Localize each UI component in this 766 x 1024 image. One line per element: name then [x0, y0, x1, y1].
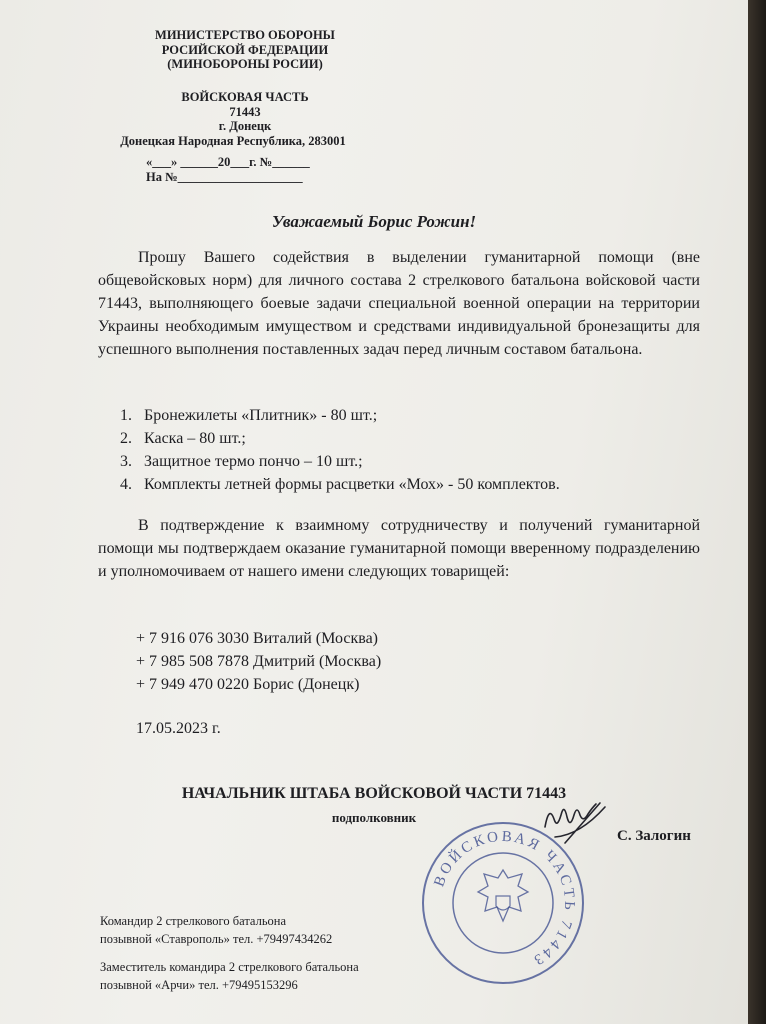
signatory-rank: подполковник — [331, 810, 417, 825]
stamp-text: ВОЙСКОВАЯ ЧАСТЬ 71443 — [431, 828, 578, 970]
confirmation-paragraph: В подтверждение к взаимному сотрудничеству и получений гуманитарной помощи мы подтверждаем оказание гуманитарной помощи вверенному подразделению и уполномочиваем от нашего имени следующих товарищей: — [98, 517, 700, 580]
item-number: 3. — [120, 453, 132, 470]
contact-line: + 7 985 508 7878 Дмитрий (Москва) — [136, 653, 382, 670]
commander-callsign: позывной «Ставрополь» тел. +79497434262 — [100, 932, 333, 946]
signatory-position: НАЧАЛЬНИК ШТАБА ВОЙСКОВОЙ ЧАСТИ 71443 — [181, 785, 567, 802]
stamp-inner-ring — [453, 853, 553, 953]
item-text: Комплекты летней формы расцветки «Мох» - 50 комплектов. — [144, 476, 560, 493]
greeting: Уважаемый Борис Рожин! — [271, 212, 477, 231]
contact-line: + 7 949 470 0220 Борис (Донецк) — [136, 676, 360, 693]
item-text: Каска – 80 шт.; — [144, 430, 246, 447]
registration-lines — [146, 155, 310, 184]
request-paragraph: Прошу Вашего содействия в выделении гуманитарной помощи (вне общевойсковых норм) для личного состава 2 стрелкового батальона войсковой части 71443, выполняющего боевые задачи специальной военной операции на территории Украины необходимым имуществом и средствами индивидуальной бронезащиты для успешного выполнения поставленных задач перед личным составом батальона. — [98, 249, 700, 358]
ministry-line-2: РОСИЙСКОЙ ФЕДЕРАЦИИ — [161, 42, 329, 57]
signatory-name: С. Залогин — [617, 828, 691, 844]
list-item — [120, 404, 560, 427]
ministry-line-3: (МИНОБОРОНЫ РОСИИ) — [167, 57, 323, 71]
deputy-title: Заместитель командира 2 стрелкового батальона — [100, 960, 359, 974]
commander-contact — [100, 912, 332, 948]
document-date: 17.05.2023 г. — [136, 720, 221, 737]
item-number: 2. — [120, 430, 132, 447]
list-item — [120, 450, 560, 473]
contacts-list — [136, 627, 381, 696]
commander-title: Командир 2 стрелкового батальона — [100, 914, 287, 928]
item-number: 4. — [120, 476, 132, 493]
ministry-line-1: МИНИСТЕРСТВО ОБОРОНЫ — [155, 28, 335, 42]
list-item — [120, 473, 560, 496]
reference-line: На №____________________ — [146, 169, 303, 184]
ministry-header — [100, 28, 390, 72]
unit-title: ВОЙСКОВАЯ ЧАСТЬ — [181, 90, 309, 104]
item-text: Бронежилеты «Плитник» - 80 шт.; — [144, 407, 378, 424]
shield-icon — [496, 896, 510, 910]
background-edge — [748, 0, 766, 1024]
unit-address: Донецкая Народная Республика, 283001 — [120, 133, 346, 148]
unit-header — [100, 90, 390, 148]
contact-line: + 7 916 076 3030 Виталий (Москва) — [136, 630, 378, 647]
list-item — [120, 427, 560, 450]
items-list — [120, 404, 560, 496]
item-text: Защитное термо пончо – 10 шт.; — [144, 453, 363, 470]
deputy-contact — [100, 958, 359, 994]
unit-city: г. Донецк — [218, 119, 272, 133]
deputy-callsign: позывной «Арчи» тел. +79495153296 — [100, 978, 298, 992]
unit-number: 71443 — [229, 104, 261, 119]
item-number: 1. — [120, 407, 132, 424]
date-number-line: «___» ______20___г. №______ — [146, 155, 310, 169]
